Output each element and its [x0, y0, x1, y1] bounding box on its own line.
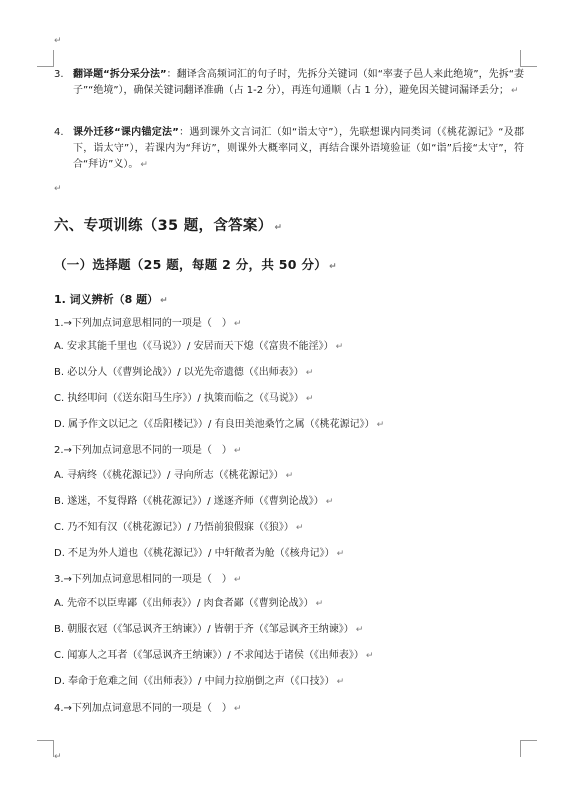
question-option: A. 先帝不以臣卑鄙（《出师表》）/ 肉食者鄙（《曹刿论战》） ↵ [54, 598, 324, 609]
paragraph-mark-icon: ↵ [335, 342, 344, 352]
paragraph-mark-icon: ↵ [325, 497, 334, 507]
crop-mark-top-left [37, 50, 54, 67]
paragraph-mark-icon: ↵ [295, 523, 304, 533]
paragraph-mark-icon: ↵ [274, 223, 283, 233]
crop-mark-top-right [520, 50, 537, 67]
crop-mark-bottom-right [520, 740, 537, 757]
paragraph-mark-icon: ↵ [54, 36, 62, 46]
paragraph-mark-icon: ↵ [233, 575, 242, 585]
method-number: 3. [54, 69, 64, 80]
method-body: ：遇到课外文言词汇（如“诣太守”），先联想课内同类词（《桃花源记》“及郡下，诣太守”），若课内为“拜访”，则课外大概率同义，再结合课外语境验证（如“诣”后接“太守”，符合“拜访”义）。 [73, 127, 524, 170]
method-item [54, 67, 524, 99]
crop-mark-bottom-left [37, 740, 54, 757]
question-option: B. 遂迷，不复得路（《桃花源记》）/ 遂逐齐师（《曹刿论战》） ↵ [54, 496, 334, 507]
paragraph-mark-icon: ↵ [285, 471, 294, 481]
question-stem: 2.→下列加点词意思不同的一项是（ ） ↵ [54, 445, 242, 456]
method-number: 4. [54, 127, 64, 138]
section-heading: 六、专项训练（35 题，含答案） ↵ [54, 218, 283, 234]
question-option: B. 必以分人（《曹刿论战》）/ 以光先帝遗德（《出师表》） ↵ [54, 367, 314, 378]
paragraph-mark-icon: ↵ [233, 446, 242, 456]
method-title: 翻译题“拆分采分法” [73, 69, 167, 80]
paragraph-mark-icon: ↵ [305, 368, 314, 378]
paragraph-mark-icon: ↵ [376, 420, 385, 430]
method-text [73, 125, 524, 173]
question-stem: 1.→下列加点词意思相同的一项是（ ） ↵ [54, 318, 242, 329]
method-body: ：翻译含高频词汇的句子时，先拆分关键词（如“率妻子邑人来此绝境”，先拆“妻子”“绝境”），确保关键词翻译准确（占 1-2 分），再连句通顺（占 1 分），避免因关键词漏译丢分； [73, 69, 524, 96]
paragraph-mark-icon: ↵ [329, 262, 337, 272]
paragraph-mark-icon: ↵ [315, 599, 324, 609]
paragraph-mark-icon: ↵ [365, 651, 374, 661]
paragraph-mark-icon: ↵ [140, 160, 148, 170]
question-option: A. 寻病终（《桃花源记》）/ 寻向所志（《桃花源记》） ↵ [54, 470, 294, 481]
paragraph-mark-icon: ↵ [233, 319, 242, 329]
paragraph-mark-icon: ↵ [54, 752, 62, 762]
question-option: C. 执经叩问（《送东阳马生序》）/ 执策而临之（《马说》） ↵ [54, 393, 314, 404]
paragraph-mark-icon: ↵ [233, 704, 242, 714]
paragraph-mark-icon: ↵ [510, 86, 519, 96]
question-option: D. 不足为外人道也（《桃花源记》）/ 中轩敞者为舱（《核舟记》） ↵ [54, 548, 345, 559]
paragraph-mark-icon: ↵ [54, 184, 62, 194]
paragraph-mark-icon: ↵ [336, 549, 345, 559]
method-text [73, 67, 524, 99]
question-option: B. 朝服衣冠（《邹忌讽齐王纳谏》）/ 皆朝于齐（《邹忌讽齐王纳谏》） ↵ [54, 624, 364, 635]
paragraph-mark-icon: ↵ [355, 625, 364, 635]
paragraph-mark-icon: ↵ [336, 677, 345, 687]
paragraph-mark-icon: ↵ [160, 296, 168, 306]
question-option: D. 奉命于危难之间（《出师表》）/ 中间力拉崩倒之声（《口技》） ↵ [54, 676, 345, 687]
question-option: C. 闻寡人之耳者（《邹忌讽齐王纳谏》）/ 不求闻达于诸侯（《出师表》） ↵ [54, 650, 374, 661]
subsection-heading: （一）选择题（25 题，每题 2 分，共 50 分） ↵ [54, 257, 337, 272]
question-option: C. 乃不知有汉（《桃花源记》）/ 乃悟前狼假寐（《狼》） ↵ [54, 522, 304, 533]
question-option: D. 属予作文以记之（《岳阳楼记》）/ 有良田美池桑竹之属（《桃花源记》） ↵ [54, 419, 385, 430]
method-item [54, 125, 524, 173]
question-stem: 4.→下列加点词意思不同的一项是（ ） ↵ [54, 703, 242, 714]
paragraph-mark-icon: ↵ [305, 394, 314, 404]
question-option: A. 安求其能千里也（《马说》）/ 安居而天下熄（《富贵不能淫》） ↵ [54, 341, 344, 352]
part-heading: 1. 词义辨析（8 题） ↵ [54, 293, 168, 306]
method-title: 课外迁移“课内锚定法” [73, 127, 179, 138]
question-stem: 3.→下列加点词意思相同的一项是（ ） ↵ [54, 574, 242, 585]
